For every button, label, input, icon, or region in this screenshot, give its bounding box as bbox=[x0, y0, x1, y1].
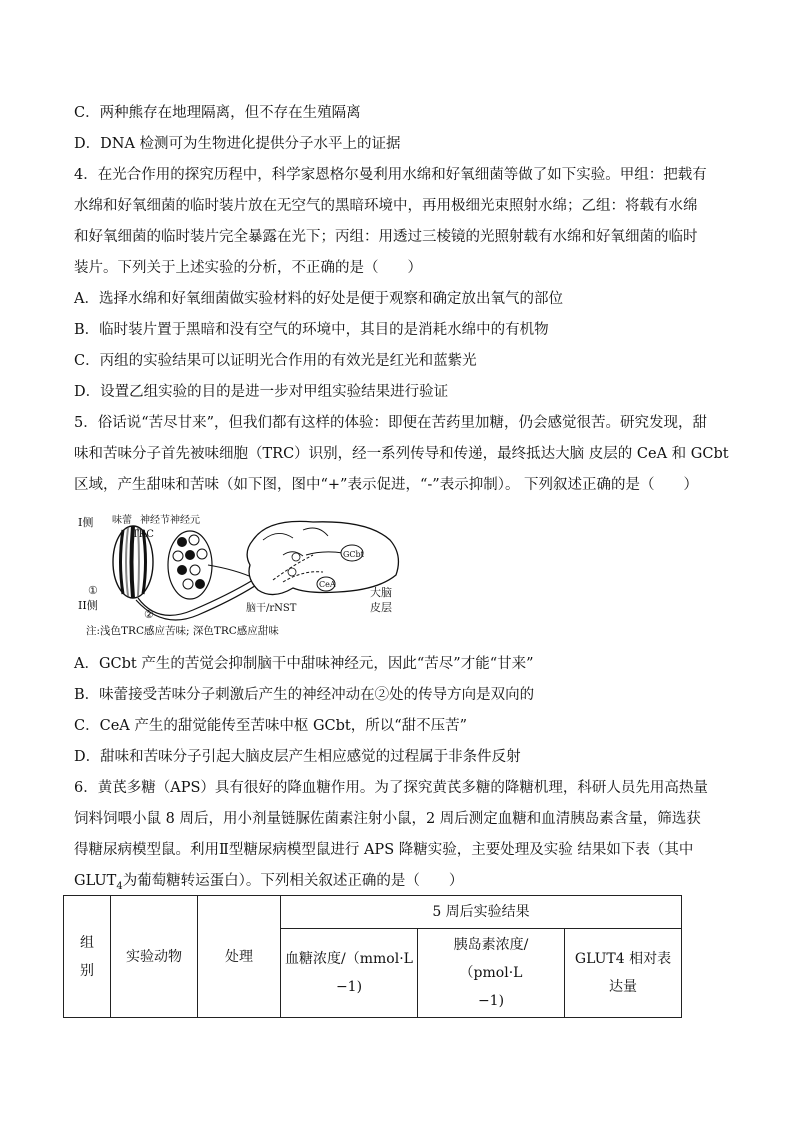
option-b: B．味蕾接受苦味分子刺激后产生的神经冲动在②处的传导方向是双向的 bbox=[74, 687, 535, 703]
mark-2: ② bbox=[144, 608, 154, 621]
cortex-label-1: 大脑 bbox=[370, 586, 392, 599]
header-group: 组 别 bbox=[64, 896, 111, 1018]
taste-bud-label: 味蕾 bbox=[112, 515, 132, 526]
side-2-label: II侧 bbox=[78, 599, 98, 612]
text-line: 装片。下列关于上述实验的分析，不正确的是（ ） bbox=[74, 260, 422, 276]
cea-label: CeA bbox=[319, 580, 336, 589]
header-glut4: GLUT4 相对表 达量 bbox=[565, 929, 682, 1018]
ganglion-cluster bbox=[168, 531, 212, 599]
text-line: 饲料饲喂小鼠 8 周后，用小剂量链脲佐菌素注射小鼠，2 周后测定血糖和血清胰岛素含量，筛选获 bbox=[74, 811, 701, 827]
text-line: 区域，产生甜味和苦味（如下图，图中“+”表示促进，“-”表示抑制）。 下列叙述正确的是（ ） bbox=[74, 477, 699, 493]
header-treatment: 处理 bbox=[198, 896, 281, 1018]
text-line: D．DNA 检测可为生物进化提供分子水平上的证据 bbox=[74, 136, 401, 152]
cortex-label-2: 皮层 bbox=[370, 601, 392, 614]
text-line: 和好氧细菌的临时装片完全暴露在光下；丙组：用透过三棱镜的光照射载有水绵和好氧细菌的临时 bbox=[74, 229, 698, 245]
text-line: 6．黄芪多糖（APS）具有很好的降血糖作用。为了探究黄芪多糖的降糖机理，科研人员先用高热量 bbox=[74, 780, 708, 796]
trc-label: TRC bbox=[132, 529, 154, 540]
option-a: A．选择水绵和好氧细菌做实验材料的好处是便于观察和确定放出氧气的部位 bbox=[74, 291, 563, 307]
option-c: C．丙组的实验结果可以证明光合作用的有效光是红光和蓝紫光 bbox=[74, 353, 477, 369]
option-d: D．设置乙组实验的目的是进一步对甲组实验结果进行验证 bbox=[74, 384, 449, 400]
text-line: $GLUT_4$为葡萄糖转运蛋白）。下列相关叙述正确的是（ ） bbox=[74, 873, 464, 892]
taste-pathway-figure bbox=[78, 510, 408, 640]
figure-note: 注:浅色TRC感应苦味; 深色TRC感应甜味 bbox=[86, 625, 279, 637]
option-d: D．甜味和苦味分子引起大脑皮层产生相应感觉的过程属于非条件反射 bbox=[74, 749, 521, 765]
ganglion-label: 神经节神经元 bbox=[140, 515, 200, 526]
gcbt-label: GCbt bbox=[343, 550, 364, 559]
text-line: 5．俗话说“苦尽甘来”，但我们都有这样的体验：即便在苦药里加糖，仍会感觉很苦。研究发现，甜 bbox=[74, 415, 708, 431]
header-results: 5 周后实验结果 bbox=[281, 896, 682, 929]
text-line: C．两种熊存在地理隔离，但不存在生殖隔离 bbox=[74, 105, 361, 121]
text-line: 得糖尿病模型鼠。利用Ⅱ型糖尿病模型鼠进行 APS 降糖实验，主要处理及实验 结果如下表（其中 bbox=[74, 842, 694, 858]
option-c: C．CeA 产生的甜觉能传至苦味中枢 GCbt，所以“甜不压苦” bbox=[74, 718, 468, 734]
option-b: B．临时装片置于黑暗和没有空气的环境中，其目的是消耗水绵中的有机物 bbox=[74, 322, 549, 338]
side-1-label: I侧 bbox=[78, 516, 94, 529]
text-line: 水绵和好氧细菌的临时装片放在无空气的黑暗环境中，再用极细光束照射水绵；乙组：将载有水绵 bbox=[74, 198, 698, 214]
text-line: 味和苦味分子首先被味细胞（TRC）识别，经一系列传导和传递，最终抵达大脑 皮层的 CeA 和 GCbt bbox=[74, 446, 729, 462]
results-table bbox=[63, 895, 682, 1018]
mark-1: ① bbox=[88, 584, 98, 597]
text-line: 4．在光合作用的探究历程中，科学家恩格尔曼利用水绵和好氧细菌等做了如下实验。甲组：把载有 bbox=[74, 167, 707, 183]
brainstem-label: 脑干/rNST bbox=[246, 603, 297, 614]
header-insulin: 胰岛素浓度/ （pmol·L −1) bbox=[418, 929, 565, 1018]
header-glucose: 血糖浓度/（mmol·L −1) bbox=[281, 929, 418, 1018]
option-a: A．GCbt 产生的苦觉会抑制脑干中甜味神经元，因此“苦尽”才能“甘来” bbox=[74, 656, 534, 672]
header-animal: 实验动物 bbox=[111, 896, 198, 1018]
